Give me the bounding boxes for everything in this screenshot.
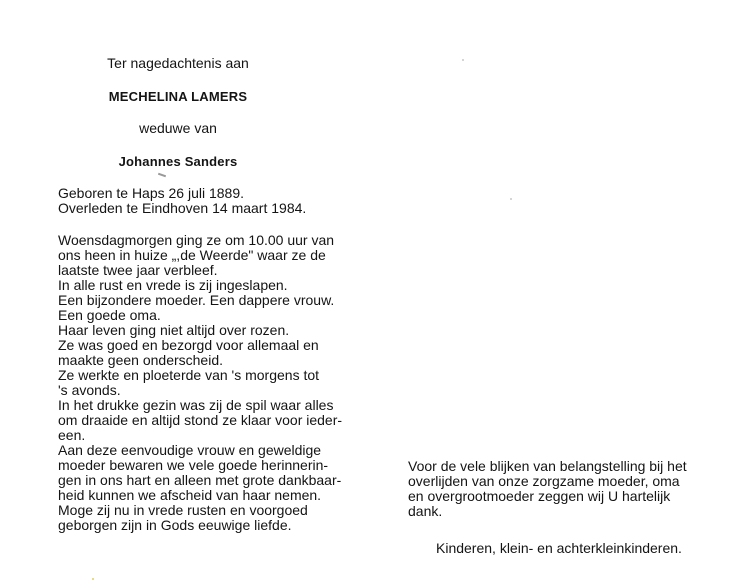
text-line: Aan deze eenvoudige vrouw en geweldige	[58, 442, 322, 458]
deceased-name: MECHELINA LAMERS	[108, 89, 248, 104]
spouse-name: Johannes Sanders	[118, 154, 238, 169]
text-line: 's avonds.	[58, 382, 121, 398]
paper-speck	[92, 578, 94, 580]
text-line: een.	[58, 427, 86, 443]
text-line: ons heen in huize „,de Weerde" waar ze de	[58, 247, 326, 263]
thanks-block	[408, 459, 700, 519]
dedication-line: Ter nagedachtenis aan	[107, 55, 249, 71]
text-line: moeder bewaren we vele goede herinnerin-	[58, 457, 329, 473]
print-mark	[158, 173, 166, 178]
signature-line: Kinderen, klein- en achterkleinkinderen.	[436, 540, 682, 556]
thanks-line: dank.	[408, 503, 443, 519]
memorial-text	[58, 232, 343, 533]
text-line: Woensdagmorgen ging ze om 10.00 uur van	[58, 232, 335, 248]
widow-of-line: weduwe van	[139, 120, 217, 136]
thanks-line: Voor de vele blijken van belangstelling bij het	[408, 458, 687, 474]
text-line: Een goede oma.	[58, 307, 161, 323]
text-line: laatste twee jaar verbleef.	[58, 262, 218, 278]
text-line: gen in ons hart en alleen met grote dankbaar-	[58, 472, 342, 488]
text-line: geborgen zijn in Gods eeuwige liefde.	[58, 517, 292, 533]
birth-line: Geboren te Haps 26 juli 1889.	[58, 185, 245, 201]
text-line: In het drukke gezin was zij de spil waar alles	[58, 397, 334, 413]
thanks-line: en overgrootmoeder zeggen wij U hartelijk	[408, 488, 671, 504]
text-line: heid kunnen we afscheid van haar nemen.	[58, 487, 322, 503]
header-block	[58, 56, 298, 169]
text-line: Een bijzondere moeder. Een dappere vrouw.	[58, 292, 335, 308]
text-line: Haar leven ging niet altijd over rozen.	[58, 322, 290, 338]
text-line: Moge zij nu in vrede rusten en voorgoed	[58, 502, 308, 518]
death-line: Overleden te Eindhoven 14 maart 1984.	[58, 200, 307, 216]
text-line: Ze werkte en ploeterde van 's morgens tot	[58, 367, 320, 383]
text-line: Ze was goed en bezorgd voor allemaal en	[58, 337, 319, 353]
text-line: maakte geen onderscheid.	[58, 352, 223, 368]
text-line: om draaide en altijd stond ze klaar voor ieder-	[58, 412, 343, 428]
paper-speck	[462, 59, 464, 61]
text-line: In alle rust en vrede is zij ingeslapen.	[58, 277, 288, 293]
dates-block	[58, 185, 307, 216]
thanks-line: overlijden van onze zorgzame moeder, oma	[408, 473, 680, 489]
paper-speck	[510, 198, 512, 200]
